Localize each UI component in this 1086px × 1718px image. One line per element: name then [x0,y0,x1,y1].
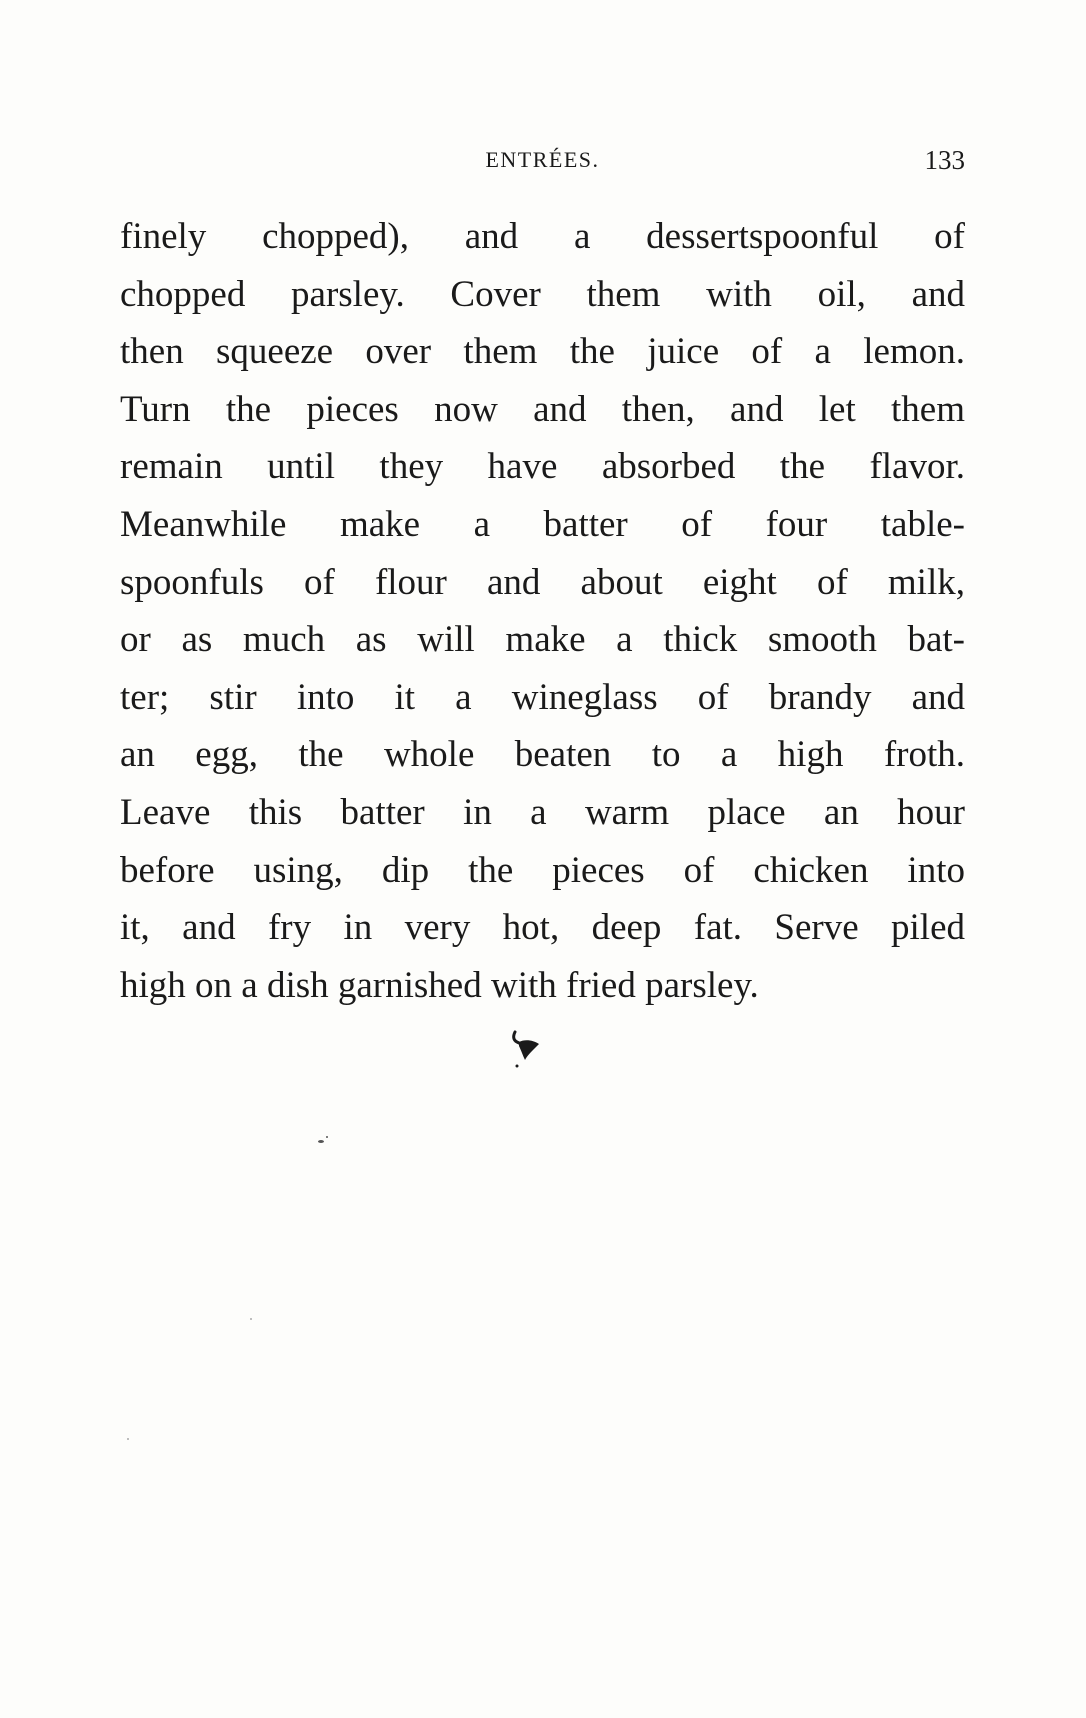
paper-speck [326,1136,328,1138]
text-line: or as much as will make a thick smooth bat- [120,619,965,661]
text-line: Leave this batter in a warm place an hour [120,791,965,833]
body-paragraph [120,208,965,1014]
text-line: remain until they have absorbed the flavor. [120,446,965,488]
text-line: it, and fry in very hot, deep fat. Serve piled [120,907,965,949]
text-line: Turn the pieces now and then, and let them [120,388,965,430]
paper-speck [250,1318,252,1320]
running-head [120,140,965,180]
text-line: Meanwhile make a batter of four table- [120,503,965,545]
paper-speck [318,1140,324,1143]
text-line: finely chopped), and a dessertspoonful of [120,216,965,257]
text-line: before using, dip the pieces of chicken into [120,849,965,891]
text-line-last: high on a dish garnished with fried parsley. [120,964,759,1006]
text-line: chopped parsley. Cover them with oil, and [120,273,965,315]
text-line: ter; stir into it a wineglass of brandy and [120,676,965,718]
paper-speck [127,1438,129,1440]
text-line: then squeeze over them the juice of a lemon. [120,331,965,373]
section-title: ENTRÉES. [485,147,600,172]
hand-pointer-fleuron-icon [509,1028,549,1072]
text-line: an egg, the whole beaten to a high froth. [120,734,965,776]
text-line: spoonfuls of flour and about eight of milk, [120,561,965,603]
page-number: 133 [924,145,965,175]
